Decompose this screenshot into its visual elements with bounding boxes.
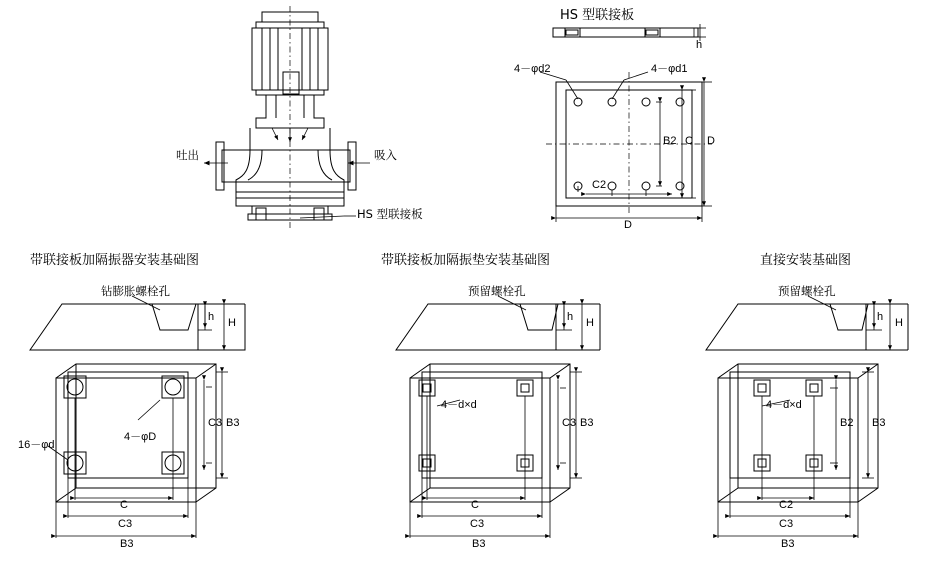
panel-3-dim-b2-right: B2	[840, 417, 854, 429]
panel-1-dim-c3-right: C3	[208, 417, 223, 429]
hs-plate-title: HS 型联接板	[560, 8, 635, 23]
panel-1-dim-c: C	[120, 499, 128, 511]
panel-2-dim-b3-right: B3	[580, 417, 594, 429]
panel-3-dim-b3-right: B3	[872, 417, 886, 429]
panel-2-hole-label: 4－d×d	[441, 399, 477, 411]
panel-3-dim-H: H	[895, 317, 903, 329]
panel-1-hole-label-4D: 4－φD	[124, 431, 157, 443]
plate-dim-b2: B2	[663, 135, 677, 147]
panel-2-dim-c3-right: C3	[562, 417, 577, 429]
panel-2-dim-b3-bottom: B3	[472, 538, 486, 550]
plate-dim-d-bottom: D	[624, 219, 632, 231]
panel-1-bolt-note: 钻膨胀螺栓孔	[101, 284, 170, 298]
plate-dim-h: h	[696, 39, 703, 51]
panel-1-title: 带联接板加隔振器安装基础图	[30, 253, 200, 268]
panel-1-dim-b3-bottom: B3	[120, 538, 134, 550]
panel-1-dim-b3-right: B3	[226, 417, 240, 429]
panel-2-bolt-note: 预留螺栓孔	[468, 284, 526, 298]
plate-dim-c2: C2	[592, 179, 607, 191]
panel-3-dim-c3-bottom: C3	[779, 518, 794, 530]
panel-3-title: 直接安装基础图	[760, 253, 852, 268]
panel-2-dim-h-small: h	[567, 311, 574, 323]
plate-dim-d-right: D	[707, 135, 715, 147]
panel-2-dim-c3-bottom: C3	[470, 518, 485, 530]
panel-3-dim-b3-bottom: B3	[781, 538, 795, 550]
panel-2-dim-c: C	[471, 499, 479, 511]
pump-baseplate-callout: HS 型联接板	[357, 207, 423, 221]
hole-label-d2: 4－φd2	[514, 63, 551, 75]
panel-3-dim-c2: C2	[779, 499, 794, 511]
hole-label-d1: 4－φd1	[651, 63, 688, 75]
panel-1-dim-c3-bottom: C3	[118, 518, 133, 530]
panel-1-dim-H: H	[228, 317, 236, 329]
panel-1-dim-h-small: h	[208, 311, 215, 323]
panel-3-dim-h-small: h	[877, 311, 884, 323]
panel-2-title: 带联接板加隔振垫安装基础图	[381, 253, 551, 268]
panel-2-dim-H: H	[586, 317, 594, 329]
panel-1-hole-label-16: 16－φd	[18, 439, 55, 451]
panel-3-bolt-note: 预留螺栓孔	[778, 284, 836, 298]
suction-label: 吸入	[374, 148, 397, 162]
discharge-label: 吐出	[176, 148, 199, 162]
plate-dim-c: C	[685, 135, 693, 147]
panel-3-hole-label: 4－d×d	[766, 399, 802, 411]
